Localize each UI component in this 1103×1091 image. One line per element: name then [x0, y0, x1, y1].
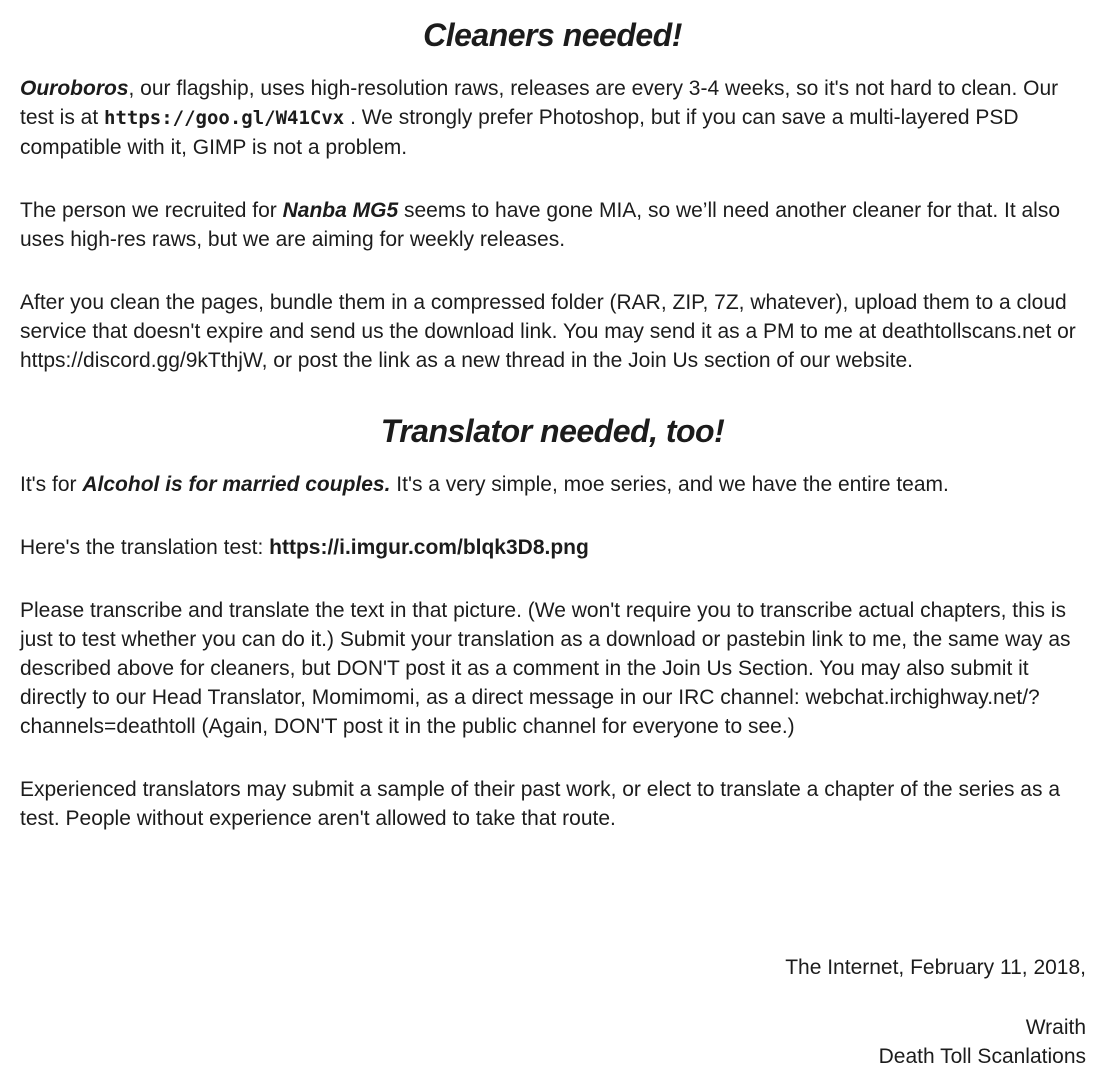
flagship-paragraph	[20, 74, 1085, 162]
dateline: The Internet, February 11, 2018,	[785, 956, 1086, 979]
series-title-nanba-mg5: Nanba MG5	[282, 199, 399, 222]
experienced-translators-paragraph: Experienced translators may submit a sample of their past work, or elect to translate a chapter of the series as a test. People without experience aren't allowed to take that route.	[20, 778, 1060, 830]
translator-text-before: It's for	[20, 473, 83, 496]
cleaner-test-url: https://goo.gl/W41Cvx	[104, 107, 345, 129]
series-title-alcohol-couples: Alcohol is for married couples.	[82, 473, 391, 496]
translator-needed-heading: Translator needed, too!	[380, 413, 725, 449]
signature-group: Death Toll Scanlations	[878, 1045, 1086, 1068]
cleaner-submission-paragraph: After you clean the pages, bundle them in a compressed folder (RAR, ZIP, 7Z, whatever), upload them to a cloud service that doesn't expire and send us the download link. You may send it as a PM to me at deathtollscans.net or https://discord.gg/9kTthjW, or post the link as a new thread in the Join Us section of our website.	[20, 291, 1076, 372]
translation-instructions-paragraph: Please transcribe and translate the text in that picture. (We won't require you to transcribe actual chapters, this is just to test whether you can do it.) Submit your translation as a download or pastebin link to me, the same way as described above for cleaners, but DON'T post it as a comment in the Join Us Section. You may also submit it directly to our Head Translator, Momimomi, as a direct message in our IRC channel: webchat.irchighway.net/?channels=deathtoll (Again, DON'T post it in the public channel for everyone to see.)	[20, 599, 1071, 738]
nanba-text-before: The person we recruited for	[20, 199, 283, 222]
signature-name: Wraith	[1025, 1016, 1086, 1039]
nanba-text-after: seems to have gone MIA, so we’ll need another cleaner for that. It also uses high-res raws, but we are aiming for weekly releases.	[20, 199, 1061, 251]
translator-series-paragraph	[20, 470, 1085, 499]
translator-text-after: It's a very simple, moe series, and we have the entire team.	[390, 473, 949, 496]
nanba-paragraph	[20, 196, 1085, 254]
flagship-text-after-url: . We strongly prefer Photoshop, but if you can save a multi-layered PSD compatible with it, GIMP is not a problem.	[20, 106, 1019, 159]
translation-test-url: https://i.imgur.com/blqk3D8.png	[269, 536, 589, 559]
signature-block	[879, 1013, 1086, 1071]
translation-test-paragraph	[20, 533, 1085, 562]
series-title-ouroboros: Ouroboros	[20, 77, 129, 100]
translation-test-label: Here's the translation test:	[20, 536, 270, 559]
cleaners-needed-heading: Cleaners needed!	[423, 17, 682, 53]
flagship-text: , our flagship, uses high-resolution raws, releases are every 3-4 weeks, so it's not hard to clean. Our test is at	[20, 77, 1059, 129]
